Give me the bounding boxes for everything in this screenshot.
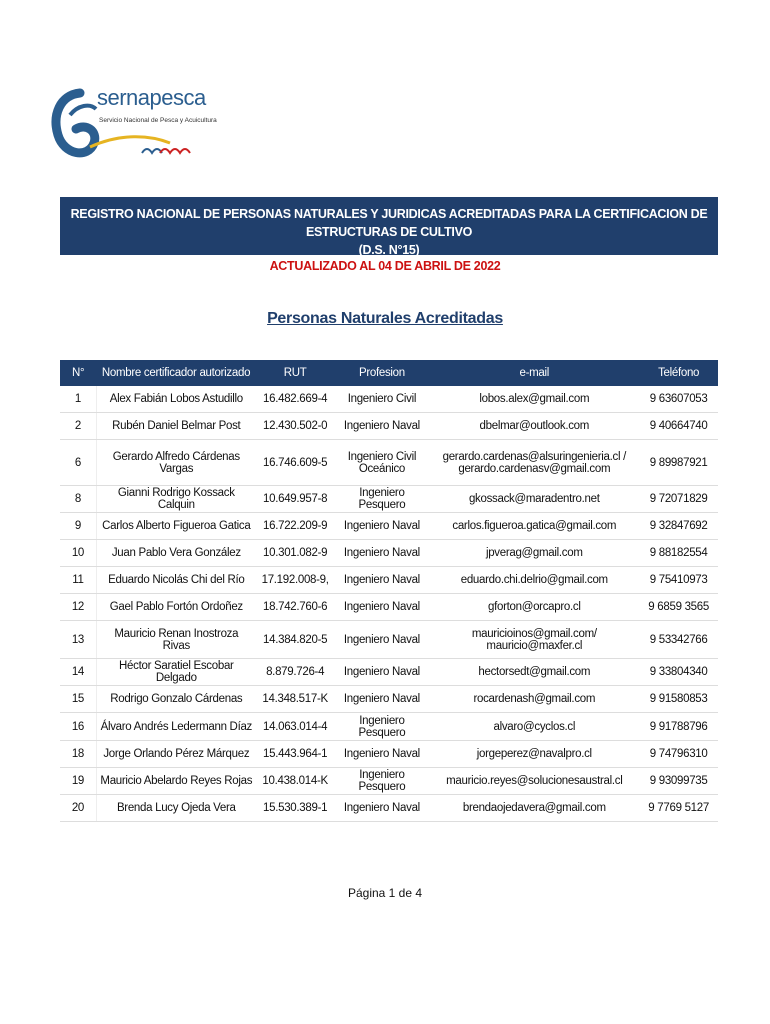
table-row xyxy=(60,768,718,795)
table-row xyxy=(60,567,718,594)
table-row xyxy=(60,440,718,486)
row-name: Eduardo Nicolás Chi del Río xyxy=(96,567,255,594)
logo-name: sernapesca xyxy=(97,85,206,110)
section-title: Personas Naturales Acreditadas xyxy=(267,310,503,327)
row-email[interactable]: carlos.figueroa.gatica@gmail.com xyxy=(429,513,639,540)
row-rut: 12.430.502-0 xyxy=(256,413,335,440)
row-profesion: Ingeniero Naval xyxy=(334,540,429,567)
row-rut: 14.348.517-K xyxy=(256,686,335,713)
row-email[interactable]: gkossack@maradentro.net xyxy=(429,486,639,513)
row-profesion: Ingeniero Naval xyxy=(334,567,429,594)
row-telefono: 9 75410973 xyxy=(639,567,718,594)
row-profesion: Ingeniero Naval xyxy=(334,795,429,822)
header-profesion: Profesion xyxy=(334,360,429,386)
row-rut: 16.722.209-9 xyxy=(256,513,335,540)
table-row xyxy=(60,713,718,741)
row-email[interactable]: rocardenash@gmail.com xyxy=(429,686,639,713)
row-name: Brenda Lucy Ojeda Vera xyxy=(96,795,255,822)
table-row xyxy=(60,413,718,440)
row-rut: 15.530.389-1 xyxy=(256,795,335,822)
row-telefono: 9 53342766 xyxy=(639,621,718,659)
row-name: Rubén Daniel Belmar Post xyxy=(96,413,255,440)
row-profesion: Ingeniero Naval xyxy=(334,513,429,540)
row-telefono: 9 74796310 xyxy=(639,741,718,768)
row-num: 13 xyxy=(60,621,96,659)
row-name: Gael Pablo Fortón Ordoñez xyxy=(96,594,255,621)
table-row xyxy=(60,659,718,686)
row-email[interactable]: alvaro@cyclos.cl xyxy=(429,713,639,741)
row-email[interactable]: dbelmar@outlook.com xyxy=(429,413,639,440)
row-email[interactable]: mauricio.reyes@solucionesaustral.cl xyxy=(429,768,639,795)
registry-table xyxy=(60,360,718,822)
header-email: e-mail xyxy=(429,360,639,386)
row-num: 8 xyxy=(60,486,96,513)
header-name: Nombre certificador autorizado xyxy=(96,360,255,386)
row-email[interactable]: gerardo.cardenas@alsuringenieria.cl / gerardo.cardenasv@gmail.com xyxy=(429,440,639,486)
row-num: 12 xyxy=(60,594,96,621)
table-row xyxy=(60,741,718,768)
row-name: Gianni Rodrigo Kossack Calquin xyxy=(96,486,255,513)
document-title: REGISTRO NACIONAL DE PERSONAS NATURALES Y JURIDICAS ACREDITADAS PARA LA CERTIFICACION DE ESTRUCTURAS DE CULTIVO xyxy=(70,207,708,239)
row-rut: 17.192.008-9, xyxy=(256,567,335,594)
row-num: 14 xyxy=(60,659,96,686)
header-telefono: Teléfono xyxy=(639,360,718,386)
row-profesion: Ingeniero Naval xyxy=(334,741,429,768)
row-email[interactable]: hectorsedt@gmail.com xyxy=(429,659,639,686)
table-row xyxy=(60,621,718,659)
row-telefono: 9 89987921 xyxy=(639,440,718,486)
row-profesion: Ingeniero Naval xyxy=(334,621,429,659)
row-telefono: 9 93099735 xyxy=(639,768,718,795)
row-rut: 15.443.964-1 xyxy=(256,741,335,768)
row-profesion: Ingeniero Civil Oceánico xyxy=(334,440,429,486)
row-telefono: 9 63607053 xyxy=(639,386,718,413)
row-telefono: 9 7769 5127 xyxy=(639,795,718,822)
row-email[interactable]: gforton@orcapro.cl xyxy=(429,594,639,621)
logo-subtitle: Servicio Nacional de Pesca y Acuicultura xyxy=(99,117,217,124)
row-profesion: Ingeniero Pesquero xyxy=(334,713,429,741)
row-name: Juan Pablo Vera González xyxy=(96,540,255,567)
row-name: Carlos Alberto Figueroa Gatica xyxy=(96,513,255,540)
row-num: 2 xyxy=(60,413,96,440)
row-num: 10 xyxy=(60,540,96,567)
row-num: 20 xyxy=(60,795,96,822)
row-email[interactable]: brendaojedavera@gmail.com xyxy=(429,795,639,822)
row-telefono: 9 40664740 xyxy=(639,413,718,440)
row-profesion: Ingeniero Naval xyxy=(334,686,429,713)
row-telefono: 9 91580853 xyxy=(639,686,718,713)
row-num: 9 xyxy=(60,513,96,540)
row-rut: 16.746.609-5 xyxy=(256,440,335,486)
row-num: 16 xyxy=(60,713,96,741)
row-num: 19 xyxy=(60,768,96,795)
row-name: Jorge Orlando Pérez Márquez xyxy=(96,741,255,768)
row-name: Mauricio Abelardo Reyes Rojas xyxy=(96,768,255,795)
row-telefono: 9 6859 3565 xyxy=(639,594,718,621)
row-telefono: 9 33804340 xyxy=(639,659,718,686)
row-email[interactable]: lobos.alex@gmail.com xyxy=(429,386,639,413)
row-num: 1 xyxy=(60,386,96,413)
row-profesion: Ingeniero Pesquero xyxy=(334,768,429,795)
row-name: Mauricio Renan Inostroza Rivas xyxy=(96,621,255,659)
row-name: Gerardo Alfredo Cárdenas Vargas xyxy=(96,440,255,486)
table-header-row xyxy=(60,360,718,386)
row-rut: 14.063.014-4 xyxy=(256,713,335,741)
header-rut: RUT xyxy=(256,360,335,386)
row-name: Alex Fabián Lobos Astudillo xyxy=(96,386,255,413)
table-row xyxy=(60,513,718,540)
row-num: 6 xyxy=(60,440,96,486)
table-row xyxy=(60,386,718,413)
updated-date: ACTUALIZADO AL 04 DE ABRIL DE 2022 xyxy=(269,259,501,273)
row-num: 15 xyxy=(60,686,96,713)
row-rut: 10.438.014-K xyxy=(256,768,335,795)
row-email[interactable]: jpverag@gmail.com xyxy=(429,540,639,567)
row-name: Álvaro Andrés Ledermann Díaz xyxy=(96,713,255,741)
row-rut: 10.301.082-9 xyxy=(256,540,335,567)
row-email[interactable]: eduardo.chi.delrio@gmail.com xyxy=(429,567,639,594)
row-profesion: Ingeniero Pesquero xyxy=(334,486,429,513)
row-profesion: Ingeniero Civil xyxy=(334,386,429,413)
row-rut: 8.879.726-4 xyxy=(256,659,335,686)
row-telefono: 9 32847692 xyxy=(639,513,718,540)
row-telefono: 9 72071829 xyxy=(639,486,718,513)
row-name: Héctor Saratiel Escobar Delgado xyxy=(96,659,255,686)
row-profesion: Ingeniero Naval xyxy=(334,413,429,440)
document-title-banner xyxy=(60,197,718,255)
row-email[interactable]: mauricioinos@gmail.com/ mauricio@maxfer.cl xyxy=(429,621,639,659)
table-row xyxy=(60,594,718,621)
row-telefono: 9 91788796 xyxy=(639,713,718,741)
row-name: Rodrigo Gonzalo Cárdenas xyxy=(96,686,255,713)
row-num: 18 xyxy=(60,741,96,768)
row-rut: 14.384.820-5 xyxy=(256,621,335,659)
row-profesion: Ingeniero Naval xyxy=(334,659,429,686)
row-profesion: Ingeniero Naval xyxy=(334,594,429,621)
page-number: Página 1 de 4 xyxy=(347,886,423,900)
document-decree: (D.S. N°15) xyxy=(358,243,420,257)
table-row xyxy=(60,686,718,713)
sernapesca-logo xyxy=(50,85,217,170)
row-telefono: 9 88182554 xyxy=(639,540,718,567)
row-email[interactable]: jorgeperez@navalpro.cl xyxy=(429,741,639,768)
table-row xyxy=(60,540,718,567)
table-row xyxy=(60,795,718,822)
row-rut: 16.482.669-4 xyxy=(256,386,335,413)
row-num: 11 xyxy=(60,567,96,594)
row-rut: 10.649.957-8 xyxy=(256,486,335,513)
row-rut: 18.742.760-6 xyxy=(256,594,335,621)
table-row xyxy=(60,486,718,513)
header-num: N° xyxy=(60,360,96,386)
